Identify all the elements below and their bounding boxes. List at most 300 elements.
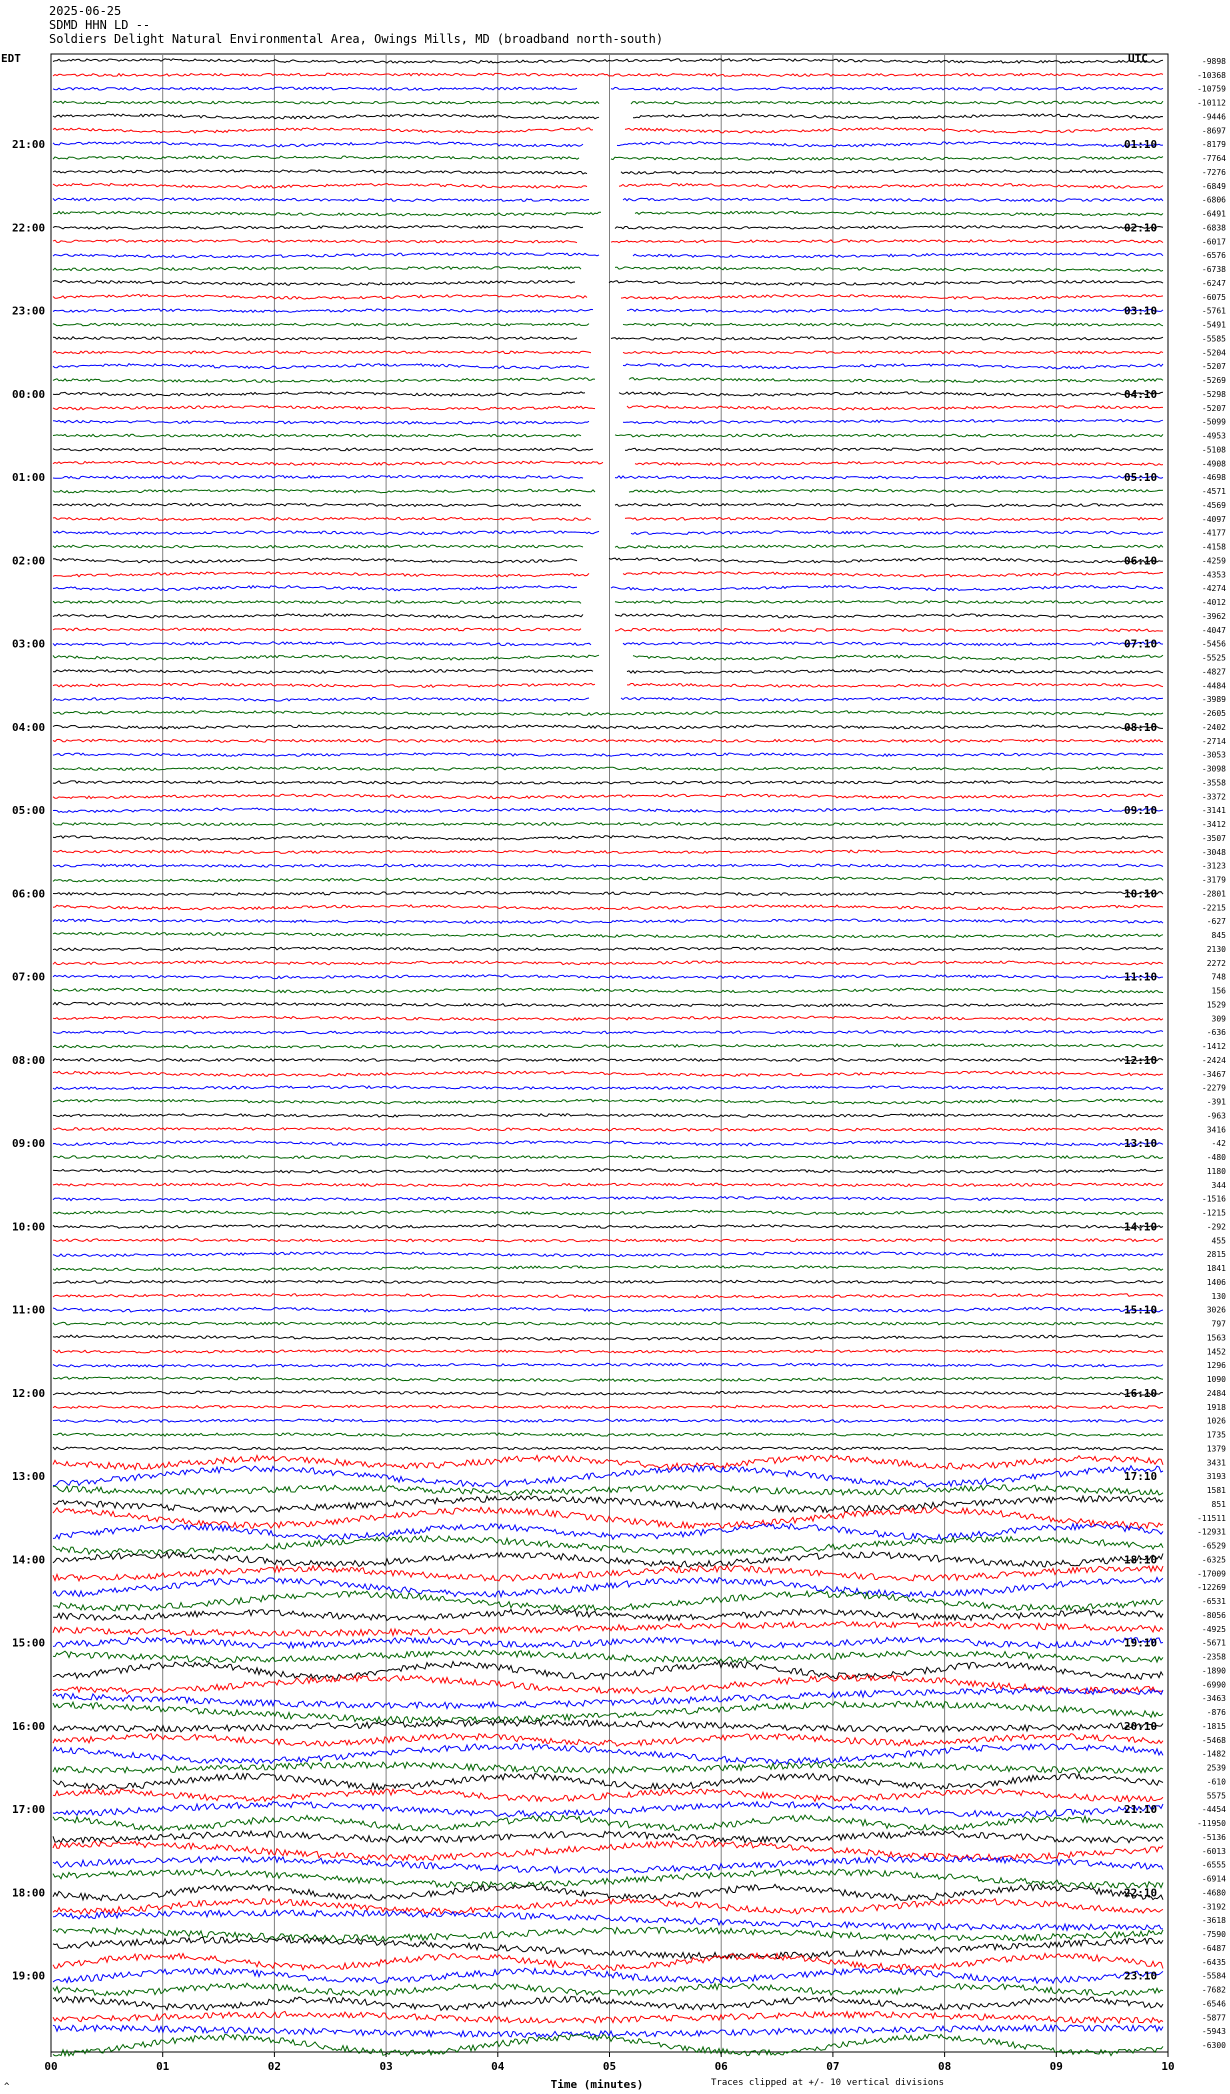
hour-label-left: 04:00	[12, 720, 46, 734]
hour-label-left: 23:00	[12, 304, 46, 318]
trace-row-30	[53, 461, 1163, 465]
row-offset-label: -42	[1211, 1139, 1226, 1149]
hour-label-right: 09:10	[1124, 804, 1158, 818]
row-offset-label: -3962	[1201, 611, 1226, 621]
row-offset-label: -5584	[1201, 1971, 1226, 1981]
row-offset-label: 309	[1211, 1014, 1226, 1024]
trace-row-56	[53, 823, 1163, 826]
hour-label-left: 00:00	[12, 387, 46, 401]
trace-row-60	[53, 877, 1163, 882]
row-offset-label: -1815	[1201, 1721, 1226, 1731]
trace-row-75	[53, 1086, 1163, 1090]
trace-row-4	[53, 101, 1163, 104]
trace-row-38	[53, 572, 1163, 577]
row-offset-label: 2130	[1206, 944, 1226, 954]
row-offset-label: -11950	[1197, 1819, 1226, 1829]
trace-row-18	[53, 294, 1163, 299]
row-offset-label: -4569	[1201, 500, 1226, 510]
row-offset-label: -1412	[1201, 1042, 1226, 1052]
row-offset-label: -963	[1206, 1111, 1226, 1121]
trace-row-91	[53, 1307, 1163, 1312]
row-offset-label: -6838	[1201, 223, 1226, 233]
row-offset-label: -1516	[1201, 1194, 1226, 1204]
row-offset-label: -3467	[1201, 1069, 1226, 1079]
row-offset-label: 1581	[1206, 1486, 1226, 1496]
row-offset-label: -5943	[1201, 2027, 1226, 2037]
hour-label-left: 03:00	[12, 637, 46, 651]
row-offset-label: 156	[1211, 986, 1226, 996]
row-offset-label: -2402	[1201, 722, 1226, 732]
hour-label-right: 12:10	[1124, 1053, 1158, 1067]
row-offset-label: -5491	[1201, 320, 1226, 330]
row-offset-label: 3416	[1206, 1125, 1226, 1135]
trace-row-69	[53, 1002, 1163, 1006]
trace-row-121	[53, 1720, 1163, 1732]
row-offset-label: -5099	[1201, 417, 1226, 427]
trace-row-77	[53, 1114, 1163, 1117]
x-tick-label: 03	[379, 2060, 393, 2073]
trace-row-45	[53, 670, 1163, 674]
trace-row-70	[53, 1016, 1163, 1020]
clip-note: Traces clipped at +/- 10 vertical divisions	[711, 2078, 944, 2088]
hour-label-left: 10:00	[12, 1220, 46, 1234]
trace-row-14	[53, 240, 1163, 243]
row-offset-label: -12931	[1197, 1527, 1226, 1537]
trace-row-41	[53, 614, 1163, 618]
hour-label-left: 01:00	[12, 471, 46, 485]
trace-row-32	[53, 489, 1163, 493]
row-offset-label: 1406	[1206, 1277, 1226, 1287]
hour-label-left: 08:00	[12, 1053, 46, 1067]
row-offset-label: -5456	[1201, 639, 1226, 649]
row-offset-label: -6075	[1201, 292, 1226, 302]
row-offset-label: 344	[1211, 1180, 1226, 1190]
row-offset-label: -6325	[1201, 1555, 1226, 1565]
trace-row-125	[53, 1773, 1163, 1789]
row-offset-label: -5671	[1201, 1638, 1226, 1648]
row-offset-label: -3618	[1201, 1916, 1226, 1926]
row-offset-label: 1180	[1206, 1166, 1226, 1176]
hour-label-left: 15:00	[12, 1636, 46, 1650]
trace-row-25	[53, 392, 1163, 396]
row-offset-label: 1563	[1206, 1333, 1226, 1343]
corner-mark: ^	[4, 2082, 10, 2092]
row-offset-label: -7276	[1201, 167, 1226, 177]
row-offset-label: -1215	[1201, 1208, 1226, 1218]
trace-row-96	[53, 1377, 1163, 1382]
trace-row-113	[53, 1609, 1163, 1620]
x-tick-label: 05	[602, 2060, 617, 2073]
row-offset-label: 851	[1211, 1499, 1226, 1509]
hour-label-right: 13:10	[1124, 1137, 1158, 1151]
row-offset-label: -6017	[1201, 237, 1226, 247]
row-offset-label: -876	[1206, 1708, 1226, 1718]
trace-row-144	[53, 2034, 1163, 2056]
header-date: 2025-06-25	[49, 4, 122, 18]
trace-row-138	[53, 1953, 1163, 1970]
trace-row-127	[53, 1802, 1163, 1818]
row-offset-label: -610	[1206, 1777, 1226, 1787]
trace-row-54	[53, 794, 1163, 799]
trace-row-62	[53, 905, 1163, 910]
trace-row-19	[53, 309, 1163, 313]
row-offset-label: 455	[1211, 1236, 1226, 1246]
trace-row-8	[53, 156, 1163, 160]
row-offset-label: -3372	[1201, 792, 1226, 802]
row-offset-label: -3412	[1201, 820, 1226, 830]
trace-row-89	[53, 1280, 1163, 1283]
trace-row-50	[53, 739, 1163, 742]
row-offset-label: -6990	[1201, 1680, 1226, 1690]
row-offset-label: -4177	[1201, 528, 1226, 538]
trace-row-58	[53, 850, 1163, 853]
row-offset-label: -3123	[1201, 861, 1226, 871]
trace-row-79	[53, 1141, 1163, 1146]
hour-label-right: 01:10	[1124, 138, 1158, 152]
row-offset-label: -2714	[1201, 736, 1226, 746]
trace-row-39	[53, 586, 1163, 591]
row-offset-label: -5108	[1201, 445, 1226, 455]
trace-row-16	[53, 267, 1163, 272]
row-offset-label: 748	[1211, 972, 1226, 982]
hour-label-right: 05:10	[1124, 471, 1158, 485]
trace-row-24	[53, 378, 1163, 383]
trace-row-29	[53, 448, 1163, 451]
trace-row-3	[53, 87, 1163, 90]
trace-row-57	[53, 836, 1163, 841]
trace-row-81	[53, 1169, 1163, 1173]
x-tick-label: 08	[937, 2060, 952, 2073]
trace-row-117	[53, 1661, 1163, 1679]
hour-label-left: 07:00	[12, 970, 46, 984]
row-offset-label: 1452	[1206, 1347, 1226, 1357]
trace-row-44	[53, 655, 1163, 660]
row-offset-label: -5207	[1201, 362, 1226, 372]
row-offset-label: -6555	[1201, 1860, 1226, 1870]
trace-row-101	[53, 1447, 1163, 1450]
trace-row-72	[53, 1044, 1163, 1048]
row-offset-label: 2815	[1206, 1250, 1226, 1260]
trace-row-130	[53, 1841, 1163, 1860]
row-offset-label: -6491	[1201, 209, 1226, 219]
hour-label-right: 06:10	[1124, 554, 1158, 568]
row-offset-label: -6247	[1201, 278, 1226, 288]
row-offset-label: -5525	[1201, 653, 1226, 663]
trace-row-124	[53, 1762, 1163, 1773]
trace-row-107	[53, 1524, 1163, 1540]
trace-row-114	[53, 1622, 1163, 1636]
row-offset-label: -4097	[1201, 514, 1226, 524]
row-offset-label: 1735	[1206, 1430, 1226, 1440]
row-offset-label: -17009	[1197, 1569, 1226, 1579]
trace-row-115	[53, 1637, 1163, 1648]
trace-row-65	[53, 947, 1163, 950]
trace-row-135	[53, 1910, 1163, 1930]
trace-row-90	[53, 1294, 1163, 1298]
row-offset-label: -636	[1206, 1028, 1226, 1038]
x-tick-label: 01	[156, 2060, 170, 2073]
row-offset-label: -1890	[1201, 1666, 1226, 1676]
row-offset-label: -5585	[1201, 334, 1226, 344]
trace-row-33	[53, 503, 1163, 506]
trace-row-13	[53, 226, 1163, 230]
trace-row-102	[53, 1455, 1163, 1469]
row-offset-label: -3507	[1201, 833, 1226, 843]
x-axis-label: Time (minutes)	[550, 2078, 644, 2091]
trace-row-6	[53, 128, 1163, 133]
trace-row-76	[53, 1099, 1163, 1104]
trace-row-42	[53, 628, 1163, 631]
row-offset-label: -3558	[1201, 778, 1226, 788]
row-offset-label: -6806	[1201, 195, 1226, 205]
hour-label-right: 10:10	[1124, 887, 1158, 901]
hour-label-right: 22:10	[1124, 1886, 1158, 1900]
trace-row-122	[53, 1734, 1163, 1747]
trace-row-59	[53, 864, 1163, 867]
row-offset-label: -4274	[1201, 584, 1226, 594]
trace-row-26	[53, 406, 1163, 410]
x-tick-label: 06	[714, 2060, 728, 2073]
row-offset-label: -6013	[1201, 1846, 1226, 1856]
trace-row-87	[53, 1252, 1163, 1257]
trace-row-78	[53, 1128, 1163, 1131]
row-offset-label: -1482	[1201, 1749, 1226, 1759]
row-offset-label: -5136	[1201, 1832, 1226, 1842]
row-offset-label: 2272	[1206, 958, 1226, 968]
row-offset-label: -11511	[1197, 1513, 1226, 1523]
trace-row-126	[53, 1789, 1163, 1802]
row-offset-label: -5207	[1201, 403, 1226, 413]
row-offset-label: -3098	[1201, 764, 1226, 774]
row-offset-label: -4908	[1201, 459, 1226, 469]
utc-label: UTC	[1128, 52, 1148, 65]
row-offset-label: 1379	[1206, 1444, 1226, 1454]
trace-row-142	[53, 2011, 1163, 2023]
row-offset-label: -3048	[1201, 847, 1226, 857]
row-offset-label: -8697	[1201, 126, 1226, 136]
hour-label-right: 08:10	[1124, 720, 1158, 734]
hour-label-left: 12:00	[12, 1386, 46, 1400]
row-offset-label: -7590	[1201, 1930, 1226, 1940]
row-offset-label: -2801	[1201, 889, 1226, 899]
hour-label-left: 18:00	[12, 1886, 46, 1900]
row-offset-label: -4571	[1201, 487, 1226, 497]
trace-row-141	[53, 1997, 1163, 2011]
row-offset-label: -4925	[1201, 1624, 1226, 1634]
header-title: Soldiers Delight Natural Environmental Area, Owings Mills, MD (broadband north-south)	[49, 32, 664, 46]
trace-row-20	[53, 323, 1163, 326]
hour-label-right: 14:10	[1124, 1220, 1158, 1234]
row-offset-label: -4353	[1201, 570, 1226, 580]
row-offset-label: -4698	[1201, 473, 1226, 483]
x-tick-label: 07	[826, 2060, 840, 2073]
row-offset-label: 130	[1211, 1291, 1226, 1301]
row-offset-label: -6849	[1201, 181, 1226, 191]
row-offset-label: -5298	[1201, 389, 1226, 399]
trace-row-111	[53, 1577, 1163, 1597]
trace-row-27	[53, 419, 1163, 424]
hour-label-left: 22:00	[12, 221, 46, 235]
trace-row-85	[53, 1225, 1163, 1229]
row-offset-label: -4484	[1201, 681, 1226, 691]
trace-row-94	[53, 1350, 1163, 1353]
hour-label-right: 21:10	[1124, 1803, 1158, 1817]
row-offset-label: -3192	[1201, 1902, 1226, 1912]
row-offset-label: -5761	[1201, 306, 1226, 316]
hour-label-right: 23:10	[1124, 1969, 1158, 1983]
trace-row-112	[53, 1591, 1163, 1611]
hour-label-left: 19:00	[12, 1969, 46, 1983]
trace-row-103	[53, 1466, 1163, 1487]
trace-row-49	[53, 725, 1163, 729]
row-offset-label: 5575	[1206, 1791, 1226, 1801]
row-offset-label: -6487	[1201, 1943, 1226, 1953]
row-offset-label: 845	[1211, 931, 1226, 941]
trace-row-140	[53, 1983, 1163, 1996]
trace-row-123	[53, 1744, 1163, 1764]
trace-row-23	[53, 364, 1163, 369]
trace-row-137	[53, 1937, 1163, 1959]
trace-row-17	[53, 281, 1163, 286]
x-tick-label: 04	[491, 2060, 505, 2073]
trace-row-40	[53, 601, 1163, 604]
hour-label-right: 07:10	[1124, 637, 1158, 651]
hour-label-right: 19:10	[1124, 1636, 1158, 1650]
x-tick-label: 09	[1049, 2060, 1063, 2073]
row-offset-label: -6300	[1201, 2041, 1226, 2051]
trace-row-80	[53, 1156, 1163, 1159]
row-offset-label: -5468	[1201, 1735, 1226, 1745]
hour-label-right: 02:10	[1124, 221, 1158, 235]
header-station: SDMD HHN LD --	[49, 18, 151, 32]
trace-row-136	[53, 1927, 1163, 1941]
row-offset-label: -4953	[1201, 431, 1226, 441]
trace-row-63	[53, 919, 1163, 923]
row-offset-label: -3989	[1201, 695, 1226, 705]
hour-label-left: 09:00	[12, 1137, 46, 1151]
row-offset-label: -10759	[1197, 84, 1226, 94]
trace-row-68	[53, 988, 1163, 993]
hour-label-left: 02:00	[12, 554, 46, 568]
hour-label-left: 21:00	[12, 138, 46, 152]
trace-row-139	[53, 1968, 1163, 1983]
trace-row-84	[53, 1210, 1163, 1215]
row-offset-label: -391	[1206, 1097, 1226, 1107]
row-offset-label: -6914	[1201, 1874, 1226, 1884]
trace-row-47	[53, 697, 1163, 701]
row-offset-label: -4158	[1201, 542, 1226, 552]
trace-row-97	[53, 1391, 1163, 1395]
trace-row-105	[53, 1496, 1163, 1513]
hour-label-left: 17:00	[12, 1803, 46, 1817]
trace-row-108	[53, 1536, 1163, 1555]
trace-row-34	[53, 517, 1163, 520]
trace-row-66	[53, 961, 1163, 965]
x-tick-label: 10	[1161, 2060, 1175, 2073]
trace-row-133	[53, 1884, 1163, 1900]
row-offset-label: -4259	[1201, 556, 1226, 566]
row-offset-label: -7764	[1201, 154, 1226, 164]
hour-label-right: 16:10	[1124, 1386, 1158, 1400]
row-offset-label: -2279	[1201, 1083, 1226, 1093]
row-offset-label: -6531	[1201, 1597, 1226, 1607]
trace-row-120	[53, 1701, 1163, 1723]
trace-row-93	[53, 1335, 1163, 1340]
row-offset-label: -627	[1206, 917, 1226, 927]
row-offset-label: 1296	[1206, 1361, 1226, 1371]
trace-row-10	[53, 183, 1163, 188]
row-offset-label: -3141	[1201, 806, 1226, 816]
row-offset-label: -6546	[1201, 1999, 1226, 2009]
trace-row-129	[53, 1831, 1163, 1843]
trace-row-100	[53, 1433, 1163, 1436]
trace-row-22	[53, 351, 1163, 354]
trace-row-143	[53, 2025, 1163, 2037]
hour-label-left: 14:00	[12, 1553, 46, 1567]
row-offset-label: 1841	[1206, 1264, 1226, 1274]
row-offset-label: 797	[1211, 1319, 1226, 1329]
trace-row-48	[53, 711, 1163, 716]
trace-row-83	[53, 1197, 1163, 1201]
trace-row-55	[53, 808, 1163, 812]
hour-label-left: 06:00	[12, 887, 46, 901]
hour-label-right: 17:10	[1124, 1470, 1158, 1484]
row-offset-label: -4827	[1201, 667, 1226, 677]
row-offset-label: -4047	[1201, 625, 1226, 635]
trace-row-11	[53, 198, 1163, 202]
trace-row-35	[53, 531, 1163, 535]
row-offset-label: 1918	[1206, 1402, 1226, 1412]
trace-row-118	[53, 1675, 1163, 1694]
trace-row-67	[53, 975, 1163, 979]
trace-row-51	[53, 753, 1163, 756]
edt-label: EDT	[1, 52, 21, 65]
trace-row-52	[53, 767, 1163, 770]
row-offset-label: -5877	[1201, 2013, 1226, 2023]
row-offset-label: -3053	[1201, 750, 1226, 760]
row-offset-label: 1090	[1206, 1375, 1226, 1385]
row-offset-label: -480	[1206, 1153, 1226, 1163]
row-offset-label: -4454	[1201, 1805, 1226, 1815]
row-offset-label: -2424	[1201, 1055, 1226, 1065]
row-offset-label: -5269	[1201, 376, 1226, 386]
row-offset-label: 3026	[1206, 1305, 1226, 1315]
row-offset-label: -8179	[1201, 140, 1226, 150]
row-offset-label: -3179	[1201, 875, 1226, 885]
trace-row-37	[53, 558, 1163, 563]
hour-label-right: 15:10	[1124, 1303, 1158, 1317]
trace-row-36	[53, 545, 1163, 548]
row-offset-label: -2358	[1201, 1652, 1226, 1662]
trace-row-95	[53, 1363, 1163, 1367]
trace-row-12	[53, 211, 1163, 215]
trace-row-53	[53, 781, 1163, 784]
trace-row-88	[53, 1266, 1163, 1271]
trace-row-99	[53, 1419, 1163, 1422]
row-offset-label: -12269	[1197, 1583, 1226, 1593]
row-offset-label: -2605	[1201, 709, 1226, 719]
hour-label-left: 11:00	[12, 1303, 46, 1317]
trace-row-98	[53, 1405, 1163, 1408]
trace-row-43	[53, 642, 1163, 646]
row-offset-label: -292	[1206, 1222, 1226, 1232]
hour-label-right: 04:10	[1124, 387, 1158, 401]
trace-row-86	[53, 1239, 1163, 1242]
trace-row-21	[53, 337, 1163, 340]
row-offset-label: -8056	[1201, 1610, 1226, 1620]
trace-row-7	[53, 142, 1163, 147]
row-offset-label: -10368	[1197, 70, 1226, 80]
